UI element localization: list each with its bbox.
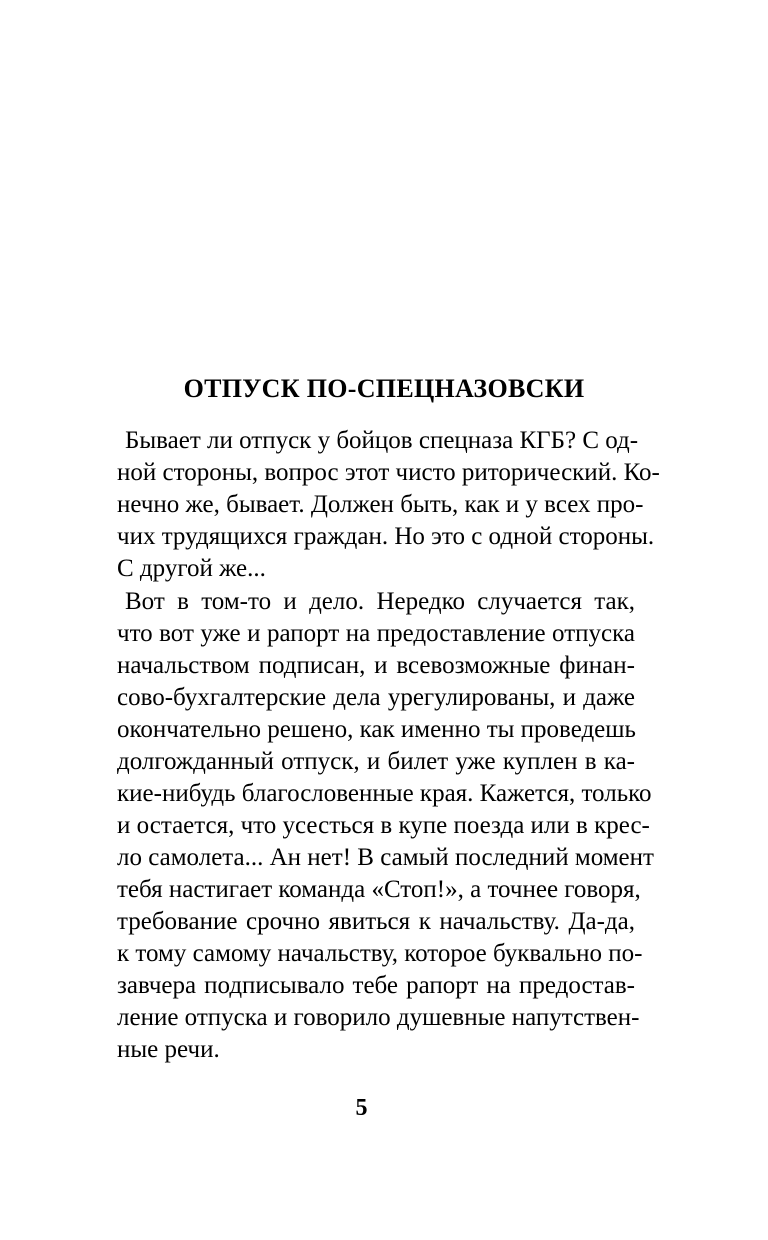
- page-number: 5: [355, 1095, 368, 1121]
- paragraph-line: окончательно решено, как именно ты проведешь: [117, 716, 636, 743]
- chapter-title: ОТПУСК ПО-СПЕЦНАЗОВСКИ: [183, 374, 585, 403]
- paragraph-line: что вот уже и рапорт на предоставление отпуска: [117, 620, 635, 647]
- paragraph-line: ло самолета... Ан нет! В самый последний момент: [117, 844, 654, 871]
- paragraph-line: требование срочно явиться к начальству. Да-да,: [117, 908, 635, 935]
- paragraph-line: начальством подписан, и всевозможные финан-: [117, 652, 635, 679]
- paragraph-line: завчера подписывало тебе рапорт на предостав-: [117, 972, 635, 999]
- paragraph-line: сово-бухгалтерские дела урегулированы, и даже: [117, 684, 635, 711]
- paragraph-line: долгожданный отпуск, и билет уже куплен в ка-: [117, 748, 635, 775]
- paragraph-line: ной стороны, вопрос этот чисто риторический. Ко-: [117, 459, 660, 486]
- paragraph-2: [117, 586, 654, 1066]
- paragraph-1: [117, 425, 660, 585]
- paragraph-line: С другой же...: [117, 555, 266, 582]
- paragraph-line: и остается, что усесться в купе поезда или в крес-: [117, 812, 650, 839]
- paragraph-line: к тому самому начальству, которое буквально по-: [117, 940, 643, 967]
- paragraph-line: чих трудящихся граждан. Но это с одной стороны.: [117, 523, 655, 550]
- paragraph-line: Вот в том-то и дело. Нередко случается так,: [125, 588, 635, 615]
- paragraph-line: кие-нибудь благословенные края. Кажется, только: [117, 780, 652, 807]
- paragraph-line: Бывает ли отпуск у бойцов спецназа КГБ? С од-: [125, 427, 639, 454]
- paragraph-line: ные речи.: [117, 1036, 220, 1063]
- paragraph-line: ление отпуска и говорило душевные напутствен-: [117, 1004, 640, 1031]
- paragraph-line: нечно же, бывает. Должен быть, как и у всех про-: [117, 491, 644, 518]
- paragraph-line: тебя настигает команда «Стоп!», а точнее говоря,: [117, 876, 641, 903]
